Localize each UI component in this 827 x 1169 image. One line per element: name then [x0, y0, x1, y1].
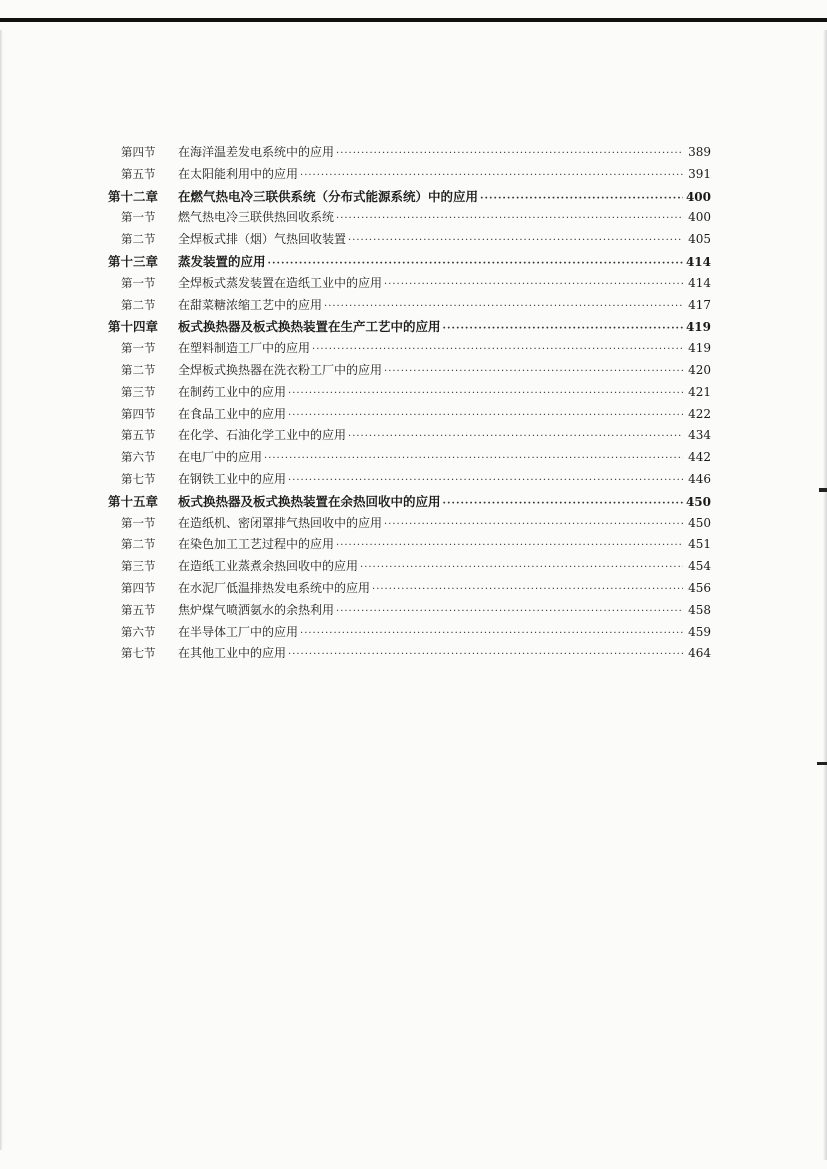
toc-entry-title: 燃气热电冷三联供热回收系统 [178, 210, 335, 225]
leader-dots [384, 519, 683, 530]
leader-dots [336, 606, 683, 617]
toc-entry-label: 第五节 [121, 166, 156, 181]
leader-dots [300, 628, 683, 639]
leader-dots [348, 235, 683, 246]
toc-entry-label: 第十三章 [108, 253, 159, 269]
leader-dots [324, 301, 683, 312]
toc-entry-label: 第一节 [121, 210, 156, 225]
toc-section-row[interactable] [108, 448, 711, 470]
toc-entry-label: 第十四章 [108, 319, 159, 335]
toc-page-number: 391 [688, 166, 711, 181]
toc-chapter-row[interactable] [108, 252, 711, 274]
toc-section-row[interactable] [108, 426, 711, 448]
toc-entry-label: 第三节 [121, 384, 156, 399]
toc-entry-title: 在化学、石油化学工业中的应用 [178, 428, 347, 443]
leader-dots [268, 258, 683, 269]
toc-entry-title: 在燃气热电冷三联供系统（分布式能源系统）中的应用 [178, 188, 479, 204]
toc-entry-label: 第二节 [121, 232, 156, 247]
toc-entry-title: 在半导体工厂中的应用 [178, 624, 299, 639]
toc-entry-label: 第四节 [121, 406, 156, 421]
leader-dots [288, 475, 683, 486]
leader-dots [336, 148, 683, 159]
toc-entry-title: 在甜菜糖浓缩工艺中的应用 [178, 297, 323, 312]
leader-dots [443, 323, 683, 334]
toc-entry-label: 第七节 [121, 646, 156, 661]
toc-entry-title: 全焊板式排（烟）气热回收装置 [178, 232, 347, 247]
toc-entry-label: 第一节 [121, 275, 156, 290]
table-of-contents [108, 143, 711, 666]
leader-dots [348, 431, 683, 442]
toc-section-row[interactable] [108, 208, 711, 230]
toc-entry-label: 第十二章 [108, 188, 159, 204]
toc-page-number: 419 [688, 341, 711, 356]
scan-left-edge [0, 30, 3, 1150]
leader-dots [336, 540, 683, 551]
toc-section-row[interactable] [108, 535, 711, 557]
toc-entry-title: 在造纸机、密闭罩排气热回收中的应用 [178, 515, 383, 530]
toc-page-number: 414 [685, 254, 711, 269]
toc-page-number: 420 [688, 362, 711, 377]
toc-entry-label: 第十五章 [108, 493, 159, 509]
toc-entry-title: 在染色加工工艺过程中的应用 [178, 537, 335, 552]
toc-entry-title: 全焊板式蒸发装置在造纸工业中的应用 [178, 275, 383, 290]
toc-chapter-row[interactable] [108, 492, 711, 514]
toc-page-number: 414 [688, 275, 711, 290]
toc-entry-title: 在食品工业中的应用 [178, 406, 287, 421]
toc-entry-label: 第五节 [121, 602, 156, 617]
toc-page-number: 456 [688, 580, 711, 595]
toc-section-row[interactable] [108, 557, 711, 579]
toc-section-row[interactable] [108, 470, 711, 492]
toc-page-number: 464 [688, 646, 711, 661]
toc-page-number: 442 [688, 450, 711, 465]
toc-page-number: 417 [688, 297, 711, 312]
toc-page-number: 454 [688, 559, 711, 574]
toc-entry-title: 在塑料制造工厂中的应用 [178, 341, 311, 356]
toc-section-row[interactable] [108, 579, 711, 601]
leader-dots [384, 366, 683, 377]
toc-chapter-row[interactable] [108, 187, 711, 209]
leader-dots [288, 649, 683, 660]
leader-dots [384, 279, 683, 290]
toc-entry-label: 第二节 [121, 537, 156, 552]
toc-page-number: 400 [685, 189, 711, 204]
toc-page-number: 458 [688, 602, 711, 617]
toc-section-row[interactable] [108, 644, 711, 666]
toc-entry-title: 在造纸工业蒸煮余热回收中的应用 [178, 559, 359, 574]
toc-page-number: 450 [688, 515, 711, 530]
toc-entry-title: 板式换热器及板式换热装置在生产工艺中的应用 [178, 319, 441, 335]
toc-section-row[interactable] [108, 230, 711, 252]
scan-mark [819, 488, 827, 492]
toc-entry-title: 在电厂中的应用 [178, 450, 263, 465]
leader-dots [264, 453, 683, 464]
toc-page-number: 459 [688, 624, 711, 639]
toc-chapter-row[interactable] [108, 317, 711, 339]
toc-section-row[interactable] [108, 361, 711, 383]
toc-entry-label: 第六节 [121, 624, 156, 639]
toc-entry-title: 全焊板式换热器在洗衣粉工厂中的应用 [178, 362, 383, 377]
toc-page-number: 434 [688, 428, 711, 443]
toc-entry-label: 第三节 [121, 559, 156, 574]
toc-entry-label: 第一节 [121, 341, 156, 356]
toc-page-number: 389 [688, 145, 711, 159]
toc-page-number: 421 [688, 384, 711, 399]
leader-dots [288, 410, 683, 421]
toc-entry-title: 焦炉煤气喷洒氨水的余热利用 [178, 602, 335, 617]
toc-entry-label: 第二节 [121, 362, 156, 377]
toc-section-row[interactable] [108, 274, 711, 296]
toc-entry-label: 第二节 [121, 297, 156, 312]
toc-entry-label: 第五节 [121, 428, 156, 443]
scan-right-edge [823, 30, 827, 1160]
toc-page-number: 419 [685, 320, 711, 335]
toc-entry-label: 第一节 [121, 515, 156, 530]
toc-page-number: 446 [688, 471, 711, 486]
toc-section-row[interactable] [108, 405, 711, 427]
toc-entry-title: 在海洋温差发电系统中的应用 [178, 145, 335, 159]
toc-section-row[interactable] [108, 623, 711, 645]
leader-dots [336, 213, 683, 224]
toc-entry-title: 在制药工业中的应用 [178, 384, 287, 399]
toc-page-number: 400 [688, 210, 711, 225]
leader-dots [300, 170, 683, 181]
toc-entry-title: 在钢铁工业中的应用 [178, 471, 287, 486]
toc-page-number: 405 [688, 232, 711, 247]
toc-entry-label: 第四节 [121, 145, 156, 159]
leader-dots [312, 344, 683, 355]
toc-section-row[interactable] [108, 296, 711, 318]
toc-section-row[interactable] [108, 601, 711, 623]
toc-entry-title: 在太阳能利用中的应用 [178, 166, 299, 181]
toc-section-row[interactable] [108, 143, 711, 165]
toc-entry-label: 第七节 [121, 471, 156, 486]
toc-section-row[interactable] [108, 514, 711, 536]
toc-page-number: 450 [685, 494, 711, 509]
leader-dots [372, 584, 683, 595]
leader-dots [360, 562, 683, 573]
leader-dots [288, 388, 683, 399]
leader-dots [480, 193, 683, 204]
toc-section-row[interactable] [108, 383, 711, 405]
toc-entry-label: 第六节 [121, 450, 156, 465]
header-rule [0, 18, 827, 22]
scan-mark [817, 762, 827, 765]
toc-page-number: 451 [688, 537, 711, 552]
toc-entry-title: 在水泥厂低温排热发电系统中的应用 [178, 580, 371, 595]
toc-section-row[interactable] [108, 165, 711, 187]
toc-entry-title: 蒸发装置的应用 [178, 253, 266, 269]
toc-section-row[interactable] [108, 339, 711, 361]
toc-entry-label: 第四节 [121, 580, 156, 595]
toc-entry-title: 板式换热器及板式换热装置在余热回收中的应用 [178, 493, 441, 509]
leader-dots [443, 498, 683, 509]
toc-page-number: 422 [688, 406, 711, 421]
toc-entry-title: 在其他工业中的应用 [178, 646, 287, 661]
